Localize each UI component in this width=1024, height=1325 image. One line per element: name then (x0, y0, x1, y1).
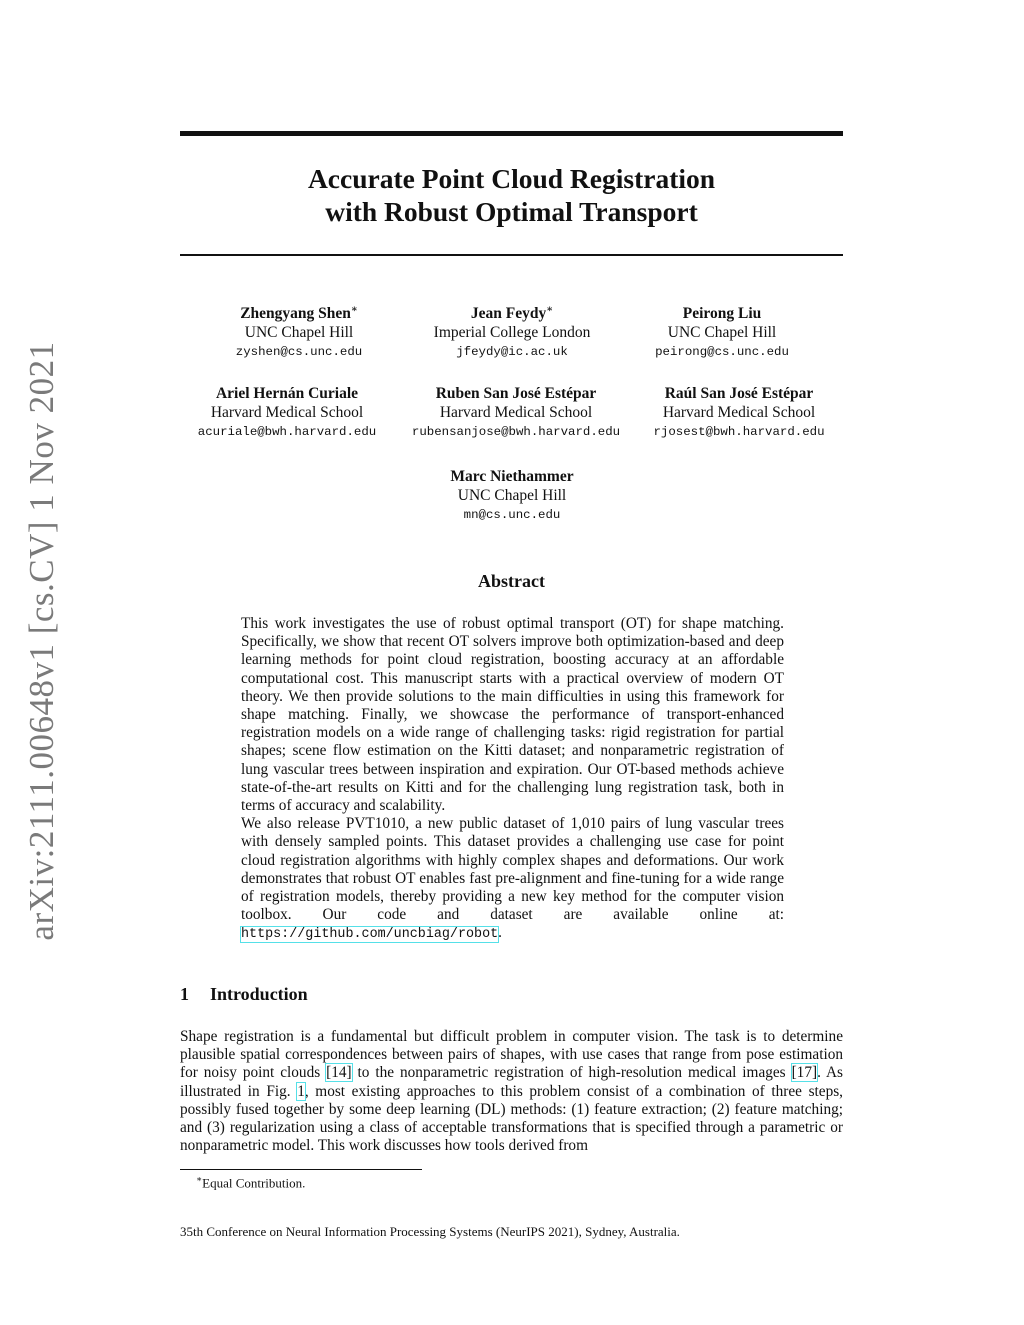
author-email: rubensanjose@bwh.harvard.edu (411, 425, 621, 439)
author-block (619, 385, 859, 442)
arxiv-stamp: arXiv:2111.00648v1 [cs.CV] 1 Nov 2021 (22, 341, 61, 941)
author-email: mn@cs.unc.edu (463, 508, 561, 522)
abstract-paragraph-2 (241, 815, 784, 944)
author-email: jfeydy@ic.ac.uk (456, 345, 568, 360)
title-line-2: with Robust Optimal Transport (325, 196, 698, 227)
introduction-body (180, 1028, 843, 1155)
title-bottom-rule (180, 254, 843, 256)
author-name: Jean Feydy (470, 305, 547, 323)
section-title: Introduction (210, 984, 308, 1004)
author-mark: ∗ (350, 304, 358, 315)
footnote-text: Equal Contribution. (202, 1175, 306, 1191)
author-affiliation: Harvard Medical School (662, 403, 816, 421)
author-block (396, 385, 636, 442)
abstract-end: . (498, 924, 502, 942)
title-top-rule (180, 131, 843, 136)
author-block (167, 385, 407, 442)
author-block (179, 301, 419, 362)
author-affiliation: Harvard Medical School (210, 403, 364, 421)
author-affiliation: UNC Chapel Hill (244, 323, 354, 341)
intro-text: to the nonparametric registration of high-resolution medical images (351, 1064, 792, 1082)
code-url-link[interactable]: https://github.com/uncbiag/robot (241, 927, 499, 943)
figure-link[interactable]: 1 (297, 1082, 305, 1100)
author-email: acuriale@bwh.harvard.edu (197, 425, 377, 439)
intro-text: Shape registration is a fundamental but difficult problem in computer vision. The task is to determine plausible spatial correspondences between pairs of shapes, with use cases that range from pose estimation for noisy point clouds (180, 1028, 843, 1082)
author-email: zyshen@cs.unc.edu (235, 345, 363, 360)
author-name: Raúl San José Estépar (664, 385, 814, 402)
footnote-rule (180, 1169, 422, 1170)
author-email: peirong@cs.unc.edu (655, 345, 789, 360)
abstract-heading: Abstract (478, 571, 545, 591)
abstract-paragraph-2-text: We also release PVT1010, a new public dataset of 1,010 pairs of lung vascular trees with densely sampled points. This dataset provides a challenging use case for point cloud registration algorithms with highly complex shapes and deformations. Our work demonstrates that robust OT enables fast pre-alignment and fine-tuning for a wide range of registration models, thereby providing a new key method for the computer vision toolbox. Our code and dataset are available online at: (241, 815, 784, 924)
author-name: Peirong Liu (682, 305, 762, 323)
author-affiliation: Imperial College London (433, 323, 591, 341)
section-heading-introduction (180, 984, 308, 1005)
venue-line: 35th Conference on Neural Information Processing Systems (NeurIPS 2021), Sydney, Australia. (180, 1224, 680, 1239)
author-mark: ∗ (546, 304, 554, 315)
paper-title (180, 162, 843, 228)
author-block (392, 468, 632, 525)
section-number: 1 (180, 984, 189, 1004)
intro-text: , most existing approaches to this problem consist of a combination of three steps, possibly fused together by some deep learning (DL) methods: (1) feature extraction; (2) feature matching; and (3) regularization using a class of acceptable transformations that is specified through a parametric or nonparametric model. This work discusses how tools derived from (180, 1082, 843, 1155)
author-block (392, 301, 632, 362)
author-name: Zhengyang Shen (240, 305, 351, 323)
author-name: Ruben San José Estépar (435, 385, 597, 402)
introduction-paragraph (180, 1028, 843, 1155)
intro-text: . As illustrated in Fig. (180, 1064, 843, 1100)
author-affiliation: UNC Chapel Hill (667, 323, 777, 341)
citation-link[interactable]: [17] (791, 1064, 818, 1082)
author-name: Ariel Hernán Curiale (215, 385, 359, 402)
citation-link[interactable]: [14] (326, 1064, 352, 1082)
abstract-paragraph-1: This work investigates the use of robust optimal transport (OT) for shape matching. Specifically, we show that recent OT solvers improve both optimization-based and deep learning methods for point cloud registration, boosting accuracy at an affordable computational cost. This manuscript starts with a practical overview of modern OT theory. We then provide solutions to the main difficulties in using this framework for shape matching. Finally, we showcase the performance of transport-enhanced registration models on a wide range of challenging tasks: rigid registration for partial shapes; scene flow estimation on the Kitti dataset; and nonparametric registration of lung vascular trees between inspiration and expiration. Our OT-based methods achieve state-of-the-art results on Kitti and for the challenging lung registration task, both in terms of accuracy and scalability. (241, 615, 784, 815)
title-line-1: Accurate Point Cloud Registration (307, 163, 716, 194)
footnote-mark: ∗ (196, 1174, 203, 1184)
author-email: rjosest@bwh.harvard.edu (653, 425, 825, 439)
footnote (196, 1174, 305, 1191)
abstract-body (241, 615, 784, 945)
author-affiliation: UNC Chapel Hill (457, 486, 567, 504)
author-block (602, 301, 842, 362)
author-affiliation: Harvard Medical School (439, 403, 593, 421)
author-name: Marc Niethammer (450, 468, 574, 485)
